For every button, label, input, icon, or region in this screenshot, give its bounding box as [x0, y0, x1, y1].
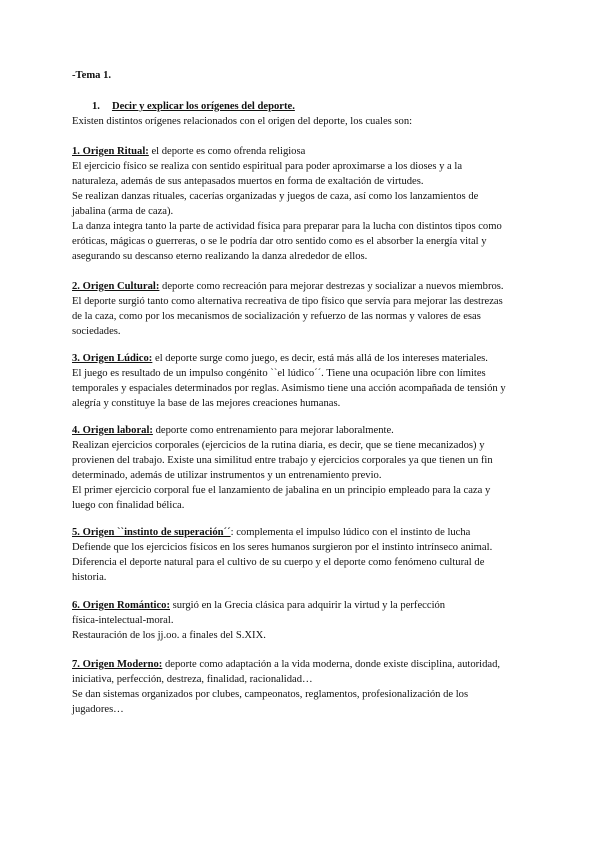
section-6-line: física-intelectual-moral.: [72, 615, 174, 626]
section-5-line: Diferencia el deporte natural para el cultivo de su cuerpo y el deporte como fenómeno cultural de: [72, 557, 485, 568]
section-7-line: iniciativa, perfección, destreza, finalidad, racionalidad…: [72, 674, 313, 685]
section-4-title: 4. Origen laboral:: [72, 425, 153, 436]
question-text: Decir y explicar los orígenes del deporte.: [111, 101, 295, 112]
section-1-subtitle: el deporte es como ofrenda religiosa: [148, 146, 306, 157]
section-2-line: El deporte surgió tanto como alternativa recreativa de tipo físico que servía para mejorar las destrezas: [72, 296, 503, 307]
section-4-line: El primer ejercicio corporal fue el lanzamiento de jabalina en un principio empleado para la caza y: [72, 485, 491, 496]
section-4-heading: [72, 424, 394, 438]
section-1-line: asegurando su descanso eterno realizando la danza alrededor de ellos.: [72, 251, 368, 262]
section-2-subtitle: deporte como recreación para mejorar destrezas y socializar a nuevos miembros.: [159, 281, 504, 292]
section-6-line: Restauración de los jj.oo. a finales del S.XIX.: [72, 630, 266, 641]
section-3-line: temporales y espaciales determinados por reglas. Asimismo tiene una acción acompañada de tensión y: [72, 383, 506, 394]
section-5-heading: [72, 526, 470, 540]
section-5-line: Defiende que los ejercicios físicos en los seres humanos surgieron por el instinto intrínseco animal.: [72, 542, 493, 553]
section-3-line: alegría y constituye la base de las mejores creaciones humanas.: [72, 398, 341, 409]
section-1-heading: [72, 145, 305, 159]
section-1-line: naturaleza, además de sus antepasados muertos en forma de exaltación de virtudes.: [72, 176, 424, 187]
section-7-line: jugadores…: [72, 704, 124, 715]
tema-heading: -Tema 1.: [72, 70, 112, 81]
section-4-subtitle: deporte como entrenamiento para mejorar laboralmente.: [152, 425, 394, 436]
section-7-subtitle: deporte como adaptación a la vida moderna, donde existe disciplina, autoridad,: [162, 659, 501, 670]
section-1-line: eróticas, mágicas o guerreras, o se le podría dar otro sentido como es el absorber la energía vital y: [72, 236, 487, 247]
section-2-title: 2. Origen Cultural:: [72, 281, 160, 292]
section-2-line: de la caza, como por los mecanismos de socialización y refuerzo de las normas y valores de esas: [72, 311, 481, 322]
section-5-subtitle: : complementa el impulso lúdico con el instinto de lucha: [230, 527, 471, 538]
section-1-line: Se realizan danzas rituales, cacerías organizadas y juegos de caza, así como los lanzamientos de: [72, 191, 479, 202]
section-6-subtitle: surgió en la Grecia clásica para adquirir la virtud y la perfección: [169, 600, 446, 611]
section-4-line: Realizan ejercicios corporales (ejercicios de la rutina diaria, es decir, que se tiene mecanizados) y: [72, 440, 485, 451]
section-3-title: 3. Origen Lúdico:: [72, 353, 153, 364]
section-1-line: El ejercicio físico se realiza con sentido espiritual para poder aproximarse a los dioses y a la: [72, 161, 463, 172]
section-1-line: jabalina (arma de caza).: [72, 206, 174, 217]
section-5-title: 5. Origen ``instinto de superación´´: [72, 527, 231, 538]
question-number: 1.: [92, 101, 100, 112]
section-5-line: historia.: [72, 572, 107, 583]
section-4-line: provienen del trabajo. Existe una similitud entre trabajo y ejercicios corporales ya que tienen un fin: [72, 455, 493, 466]
section-7-title: 7. Origen Moderno:: [72, 659, 163, 670]
section-3-heading: [72, 352, 488, 366]
section-2-line: sociedades.: [72, 326, 121, 337]
section-4-line: determinado, además de utilizar instrumentos y un entrenamiento previo.: [72, 470, 382, 481]
section-2-heading: [72, 280, 504, 294]
section-6-title: 6. Origen Romántico:: [72, 600, 170, 611]
section-4-line: luego con finalidad bélica.: [72, 500, 185, 511]
section-7-heading: [72, 658, 500, 672]
section-3-subtitle: el deporte surge como juego, es decir, está más allá de los intereses materiales.: [152, 353, 488, 364]
question-heading: [92, 100, 295, 114]
intro-text: Existen distintos orígenes relacionados con el origen del deporte, los cuales son:: [72, 116, 413, 127]
section-6-heading: [72, 599, 445, 613]
section-3-line: El juego es resultado de un impulso congénito ``el lúdico´´. Tiene una ocupación libre con límites: [72, 368, 486, 379]
section-1-line: La danza integra tanto la parte de actividad física para preparar para la lucha con distintos tipos como: [72, 221, 502, 232]
section-7-line: Se dan sistemas organizados por clubes, campeonatos, reglamentos, profesionalización de los: [72, 689, 469, 700]
section-1-title: 1. Origen Ritual:: [72, 146, 149, 157]
